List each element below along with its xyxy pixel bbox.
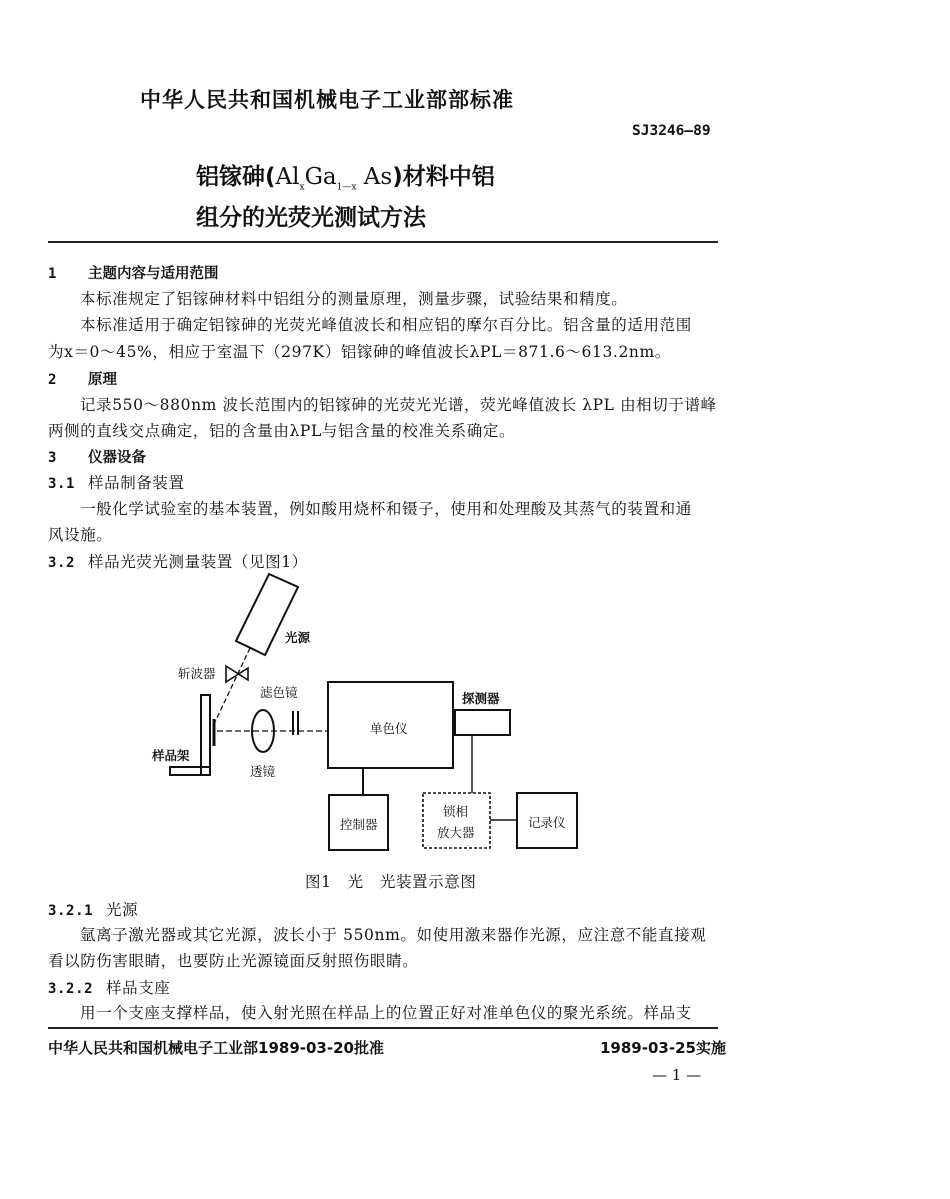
formula-x: x [299,182,305,193]
title-line-2: 组分的光荧光测试方法 [196,205,426,231]
footer-rule [48,1027,718,1029]
label-monochromator: 单色仪 [370,721,408,736]
formula-as: As [356,164,393,190]
label-sample-holder: 样品架 [152,748,190,763]
formula-al: Al [275,164,300,190]
chopper-icon [226,666,248,682]
label-lockin-2: 放大器 [437,825,475,840]
section-title: 样品制备装置 [88,474,185,492]
paragraph: 氩离子激光器或其它光源，波长小于 550nm。如使用激来器作光源，应注意不能直接观 [80,926,707,944]
section-title: 仪器设备 [88,450,146,466]
label-filter: 滤色镜 [260,685,298,700]
standard-code: SJ3246—89 [632,123,711,139]
label-controller: 控制器 [340,817,378,832]
section-number: 2 [48,372,57,388]
label-detector: 探测器 [462,691,500,706]
title-prefix: 铝镓砷( [196,164,276,190]
effective-date: 1989-03-25实施 [600,1039,726,1057]
title-suffix: )材料中铝 [392,164,495,190]
paragraph: 记录550～880nm 波长范围内的铝镓砷的光荧光光谱，荧光峰值波长 λPL 由相切于谱峰 [80,396,717,414]
paragraph: 本标准适用于确定铝镓砷的光荧光峰值波长和相应铝的摩尔百分比。铝含量的适用范围 [80,316,692,334]
issuer-heading: 中华人民共和国机械电子工业部部标准 [140,88,514,112]
section-title: 原理 [88,372,117,388]
section-title: 样品光荧光测量装置（见图1） [88,553,308,571]
paragraph: 风设施。 [48,526,113,544]
section-number: 3.2 [48,555,76,571]
section-3-2-2-heading [48,976,718,998]
sample-holder-base [170,767,210,775]
sample-holder-vertical [201,695,210,775]
section-number: 3.2.1 [48,903,94,919]
label-recorder: 记录仪 [528,815,566,830]
label-lens: 透镜 [250,764,276,779]
page-number: — 1 — [652,1066,702,1084]
detector-box [455,710,510,735]
label-chopper: 斩波器 [178,666,216,681]
formula-ga: Ga [304,164,337,190]
section-title: 样品支座 [106,979,171,997]
section-number: 3 [48,450,57,466]
section-title: 光源 [106,901,139,919]
section-number: 1 [48,266,57,282]
paragraph: 一般化学试验室的基本装置，例如酸用烧杯和镊子，使用和处理酸及其蒸气的装置和通 [80,500,692,518]
formula-1mx: 1—x [336,182,357,193]
figure-caption: 图1 光 光装置示意图 [305,873,477,891]
paragraph: 看以防伤害眼睛，也要防止光源镜面反射照伤眼睛。 [48,952,419,970]
approval-line: 中华人民共和国机械电子工业部1989-03-20批准 [48,1039,384,1057]
paragraph: 为x＝0～45%，相应于室温下（297K）铝镓砷的峰值波长λPL＝871.6～613.2nm。 [48,343,671,361]
paragraph: 两侧的直线交点确定，铝的含量由λPL与铝含量的校准关系确定。 [48,422,516,440]
label-light-source: 光源 [285,630,311,645]
section-title: 主题内容与适用范围 [88,266,219,282]
label-lockin-1: 锁相 [443,804,469,819]
paragraph: 用一个支座支撑样品，使入射光照在样品上的位置正好对准单色仪的聚光系统。样品支 [80,1004,692,1022]
incident-beam [215,648,250,722]
section-number: 3.1 [48,476,76,492]
section-3-2-1-heading [48,898,718,920]
paragraph: 本标准规定了铝镓砷材料中铝组分的测量原理，测量步骤，试验结果和精度。 [80,290,628,308]
section-number: 3.2.2 [48,981,94,997]
